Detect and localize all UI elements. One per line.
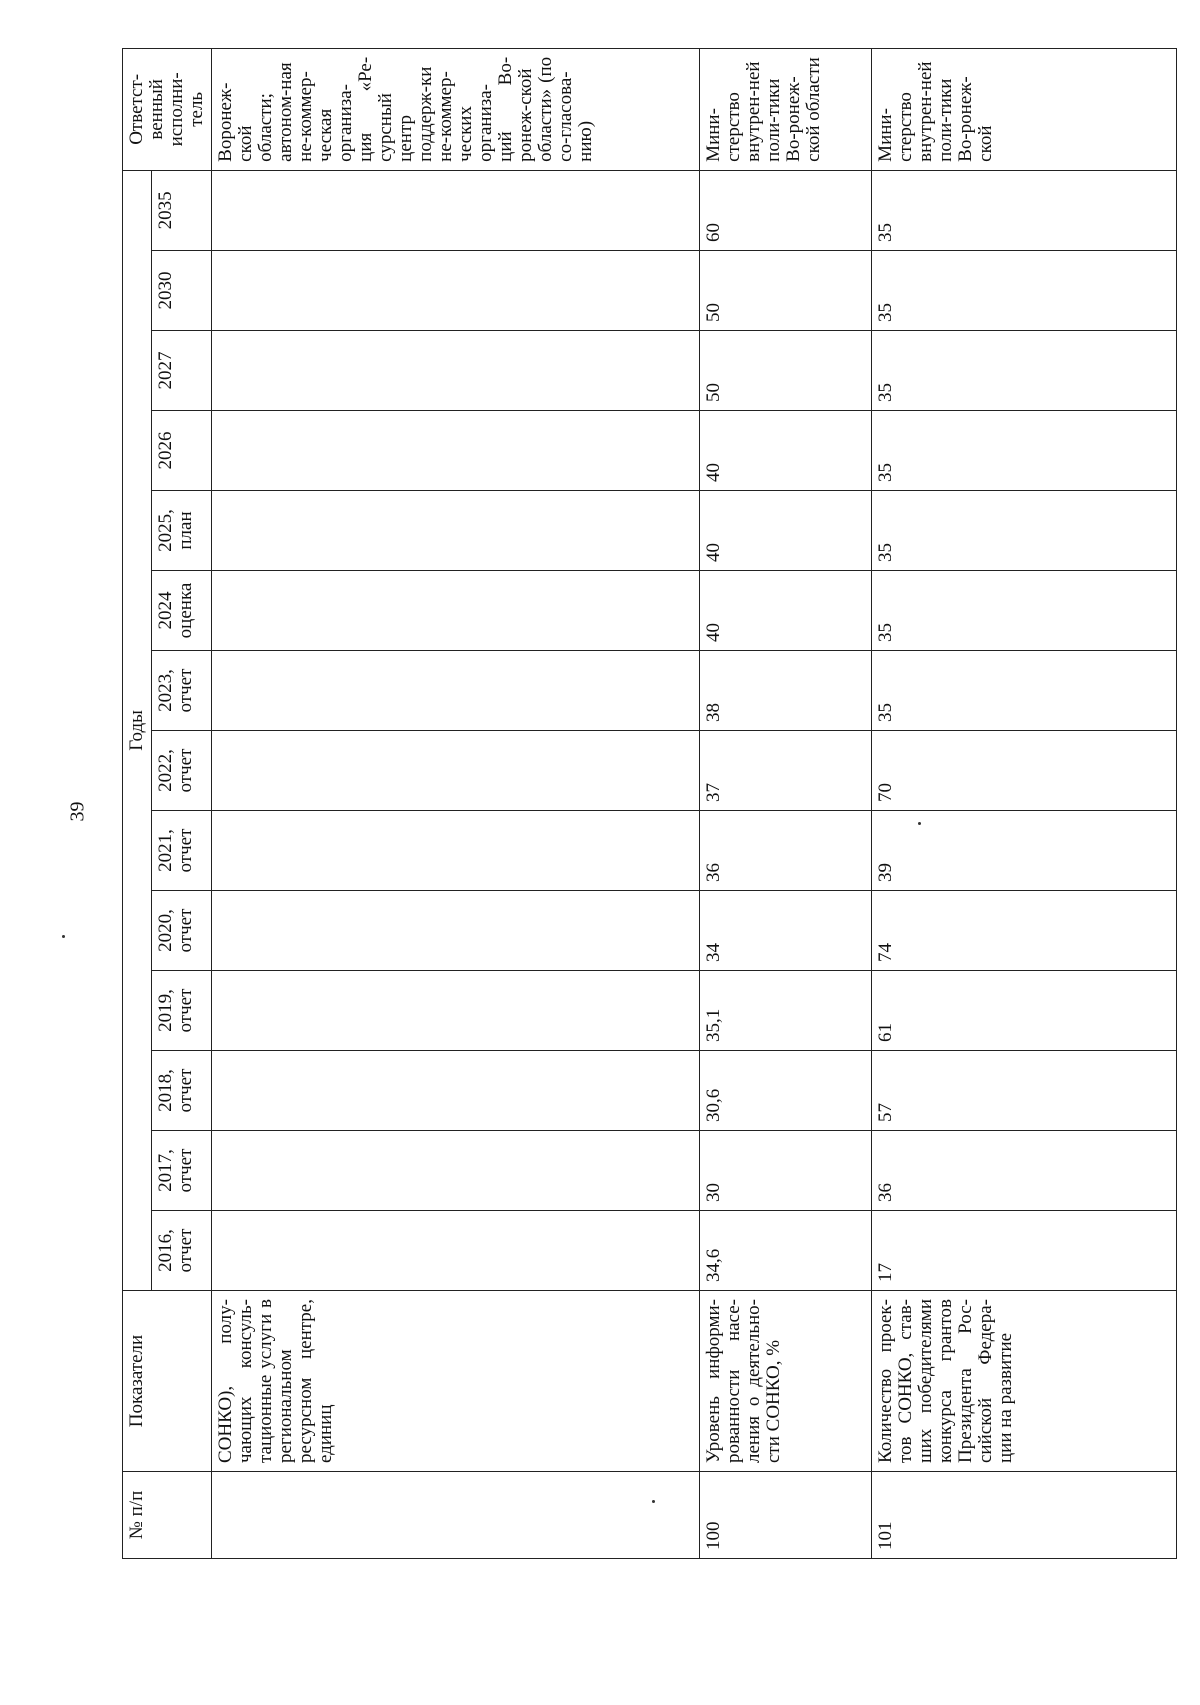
row-value: 35,1: [700, 971, 872, 1051]
row-value: 37: [700, 731, 872, 811]
table-row: [212, 48, 700, 1558]
row-value: [212, 331, 700, 411]
row-value: [212, 971, 700, 1051]
row-value: [212, 731, 700, 811]
header-year: 2035: [152, 170, 212, 250]
row-value: 36: [700, 811, 872, 891]
row-value: [212, 491, 700, 571]
row-value: [212, 251, 700, 331]
header-year: 2023, отчет: [152, 651, 212, 731]
row-value: 40: [700, 411, 872, 491]
row-value: 35: [872, 651, 1177, 731]
header-year: 2018, отчет: [152, 1051, 212, 1131]
row-value: 35: [872, 491, 1177, 571]
row-value: 34: [700, 891, 872, 971]
header-year: 2017, отчет: [152, 1131, 212, 1211]
row-value: 35: [872, 170, 1177, 250]
row-value: [212, 891, 700, 971]
row-indicator: Количество проек-тов СОНКО, став-ших победителями конкурса грантов Президента Рос-сийской Федера-ции на развитие: [872, 1291, 1177, 1472]
row-value: 74: [872, 891, 1177, 971]
table-row: [872, 48, 1177, 1558]
header-year: 2027: [152, 331, 212, 411]
header-year: 2022, отчет: [152, 731, 212, 811]
row-value: 35: [872, 331, 1177, 411]
row-responsible: Мини-стерство внутрен-ней поли-тики Во-ронеж-ской: [872, 48, 1177, 170]
row-value: 40: [700, 491, 872, 571]
row-responsible: Воронеж-ской области; автоном-ная не-коммер-ческая организа-ция «Ре-сурсный центр поддерж-ки не-коммер-ческих организа-ций Во-ронеж-ской области» (по со-гласова-нию): [212, 48, 700, 170]
row-value: 34,6: [700, 1211, 872, 1291]
row-indicator: СОНКО), полу-чающих консуль-тационные услуги в региональном ресурсном центре, единиц: [212, 1291, 700, 1472]
row-value: 35: [872, 411, 1177, 491]
table-row: [700, 48, 872, 1558]
header-year: 2016, отчет: [152, 1211, 212, 1291]
row-value: 40: [700, 571, 872, 651]
row-value: 36: [872, 1131, 1177, 1211]
row-value: 39: [872, 811, 1177, 891]
row-number: [212, 1472, 700, 1559]
row-value: [212, 1131, 700, 1211]
header-year: 2025, план: [152, 491, 212, 571]
header-responsible: Ответст-венный исполни-тель: [123, 48, 212, 170]
row-value: 70: [872, 731, 1177, 811]
row-value: 30,6: [700, 1051, 872, 1131]
row-responsible: Мини-стерство внутрен-ней поли-тики Во-ронеж-ской области: [700, 48, 872, 170]
header-year: 2024 оценка: [152, 571, 212, 651]
page-number: 39: [66, 801, 89, 822]
row-value: 50: [700, 331, 872, 411]
row-value: [212, 1211, 700, 1291]
header-years-group: Годы: [123, 170, 152, 1290]
header-indicators: Показатели: [123, 1291, 212, 1472]
row-number: 101: [872, 1472, 1177, 1559]
row-value: 30: [700, 1131, 872, 1211]
rotated-table-wrapper: [122, 49, 1172, 1559]
header-year: 2021, отчет: [152, 811, 212, 891]
row-number: 100: [700, 1472, 872, 1559]
row-value: 38: [700, 651, 872, 731]
row-value: [212, 1051, 700, 1131]
row-value: [212, 651, 700, 731]
header-year: 2030: [152, 251, 212, 331]
row-value: 60: [700, 170, 872, 250]
row-value: [212, 170, 700, 250]
row-indicator: Уровень информи-рованности насе-ления о деятельно-сти СОНКО, %: [700, 1291, 872, 1472]
indicators-table: [122, 48, 1177, 1559]
row-value: 61: [872, 971, 1177, 1051]
row-value: [212, 811, 700, 891]
row-value: 57: [872, 1051, 1177, 1131]
row-value: [212, 411, 700, 491]
row-value: 35: [872, 251, 1177, 331]
header-year: 2020, отчет: [152, 891, 212, 971]
scan-speck: [62, 935, 65, 938]
header-year: 2019, отчет: [152, 971, 212, 1051]
header-year: 2026: [152, 411, 212, 491]
row-value: 35: [872, 571, 1177, 651]
row-value: 50: [700, 251, 872, 331]
header-number: № п/п: [123, 1472, 212, 1559]
row-value: [212, 571, 700, 651]
row-value: 17: [872, 1211, 1177, 1291]
